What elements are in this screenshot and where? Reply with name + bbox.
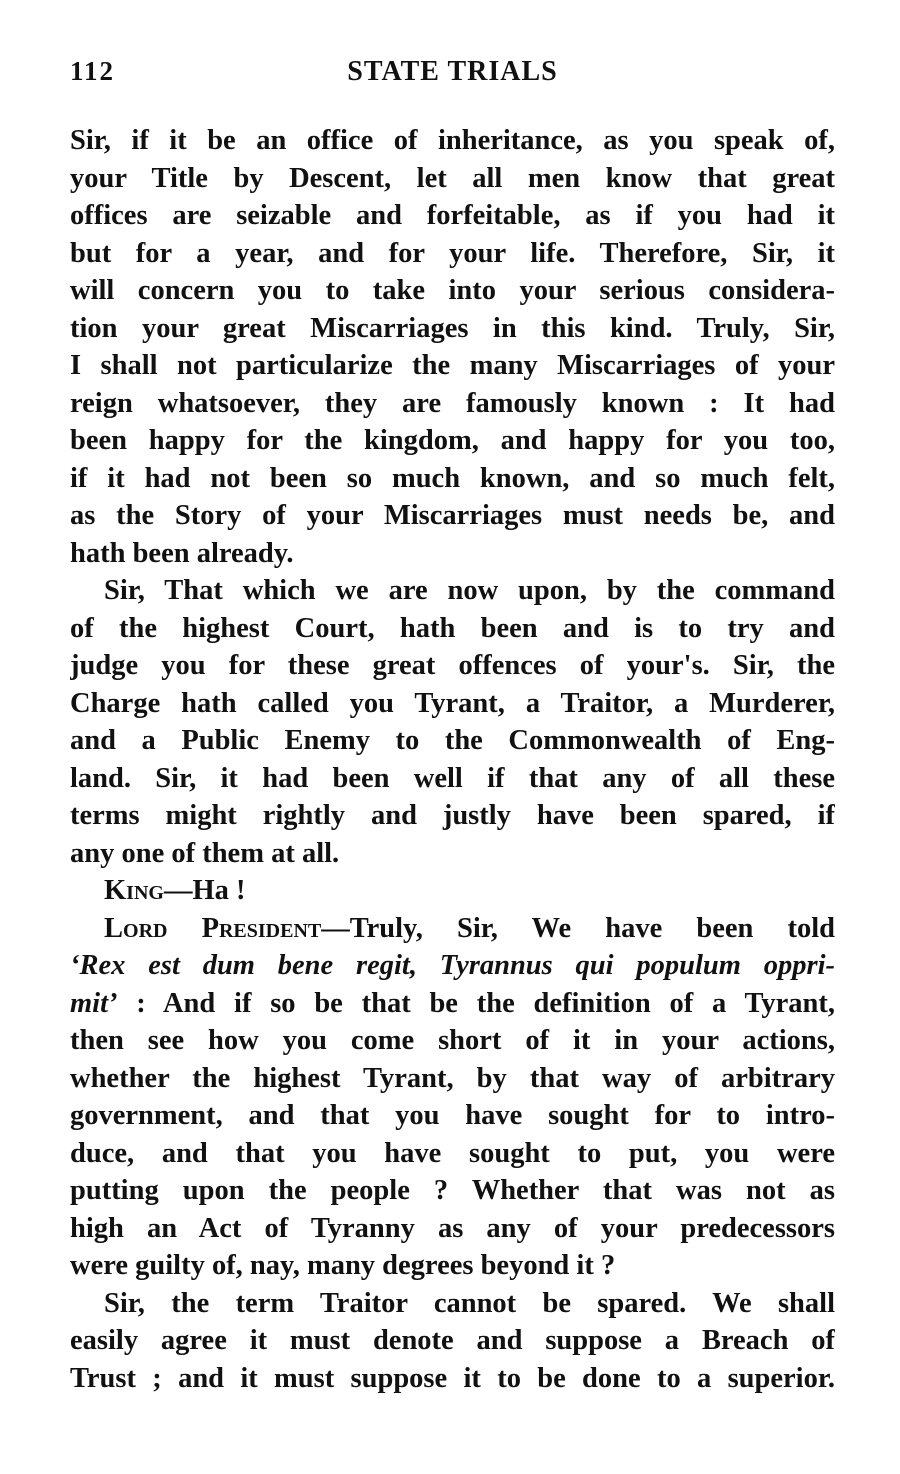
text-line: Sir, That which we are now upon, by the command xyxy=(104,575,835,606)
text-line: I shall not particularize the many Miscarriages of your xyxy=(70,350,835,381)
text-line: then see how you come short of it in your actions, xyxy=(70,1025,835,1056)
speaker-line xyxy=(70,910,835,948)
text-line: hath been already. xyxy=(70,537,294,569)
text-line xyxy=(70,985,835,1023)
latin-quote-end: mit’ xyxy=(70,987,118,1019)
text-line: land. Sir, it had been well if that any of all these xyxy=(70,762,835,794)
text-line: been happy for the kingdom, and happy for you too, xyxy=(70,425,835,456)
text-line: duce, and that you have sought to put, you were xyxy=(70,1137,835,1169)
running-title: STATE TRIALS xyxy=(347,56,558,87)
text-line: offices are seizable and forfeitable, as if you had it xyxy=(70,200,835,231)
speaker-name: Lord President xyxy=(104,912,322,944)
text-line: and a Public Enemy to the Commonwealth of Eng- xyxy=(70,725,835,756)
speaker-line xyxy=(70,872,835,910)
text-line: judge you for these great offences of your's. Sir, the xyxy=(70,650,835,681)
text-line: reign whatsoever, they are famously known : It had xyxy=(70,387,835,419)
text-line: any one of them at all. xyxy=(70,837,340,869)
speaker-name: King xyxy=(104,875,164,906)
running-head xyxy=(70,56,835,96)
text-line: of the highest Court, hath been and is to try and xyxy=(70,612,835,644)
text-line: putting upon the people ? Whether that was not as xyxy=(70,1175,835,1206)
text-line: will concern you to take into your serious considera- xyxy=(70,275,835,306)
page-number: 112 xyxy=(70,56,116,86)
text-line: easily agree it must denote and suppose a Breach of xyxy=(70,1325,835,1356)
latin-quote: ‘Rex est dum bene regit, Tyrannus qui populum oppri- xyxy=(70,950,835,981)
speech-text: : And if so be that be the definition of a Tyrant, xyxy=(136,987,835,1019)
text-line: high an Act of Tyranny as any of your predecessors xyxy=(70,1212,835,1244)
body-text xyxy=(70,122,835,1397)
text-line: your Title by Descent, let all men know that great xyxy=(70,162,835,194)
latin-quote-line xyxy=(70,947,835,985)
text-line: Sir, the term Traitor cannot be spared. We shall xyxy=(104,1287,835,1319)
text-line: terms might rightly and justly have been spared, if xyxy=(70,800,835,831)
text-line: if it had not been so much known, and so much felt, xyxy=(70,462,835,494)
text-line: Charge hath called you Tyrant, a Traitor, a Murderer, xyxy=(70,687,835,719)
text-line: but for a year, and for your life. Therefore, Sir, it xyxy=(70,237,835,269)
speech-text: —Ha ! xyxy=(163,875,246,906)
text-line: whether the highest Tyrant, by that way of arbitrary xyxy=(70,1062,835,1094)
text-line: tion your great Miscarriages in this kind. Truly, Sir, xyxy=(70,312,835,344)
text-line: government, and that you have sought for to intro- xyxy=(70,1100,835,1131)
text-line: Sir, if it be an office of inheritance, as you speak of, xyxy=(70,125,835,156)
text-line: Trust ; and it must suppose it to be done to a superior. xyxy=(70,1362,835,1394)
speech-text: —Truly, Sir, We have been told xyxy=(321,912,835,944)
text-line: as the Story of your Miscarriages must needs be, and xyxy=(70,500,835,531)
text-line: were guilty of, nay, many degrees beyond it ? xyxy=(70,1250,616,1281)
